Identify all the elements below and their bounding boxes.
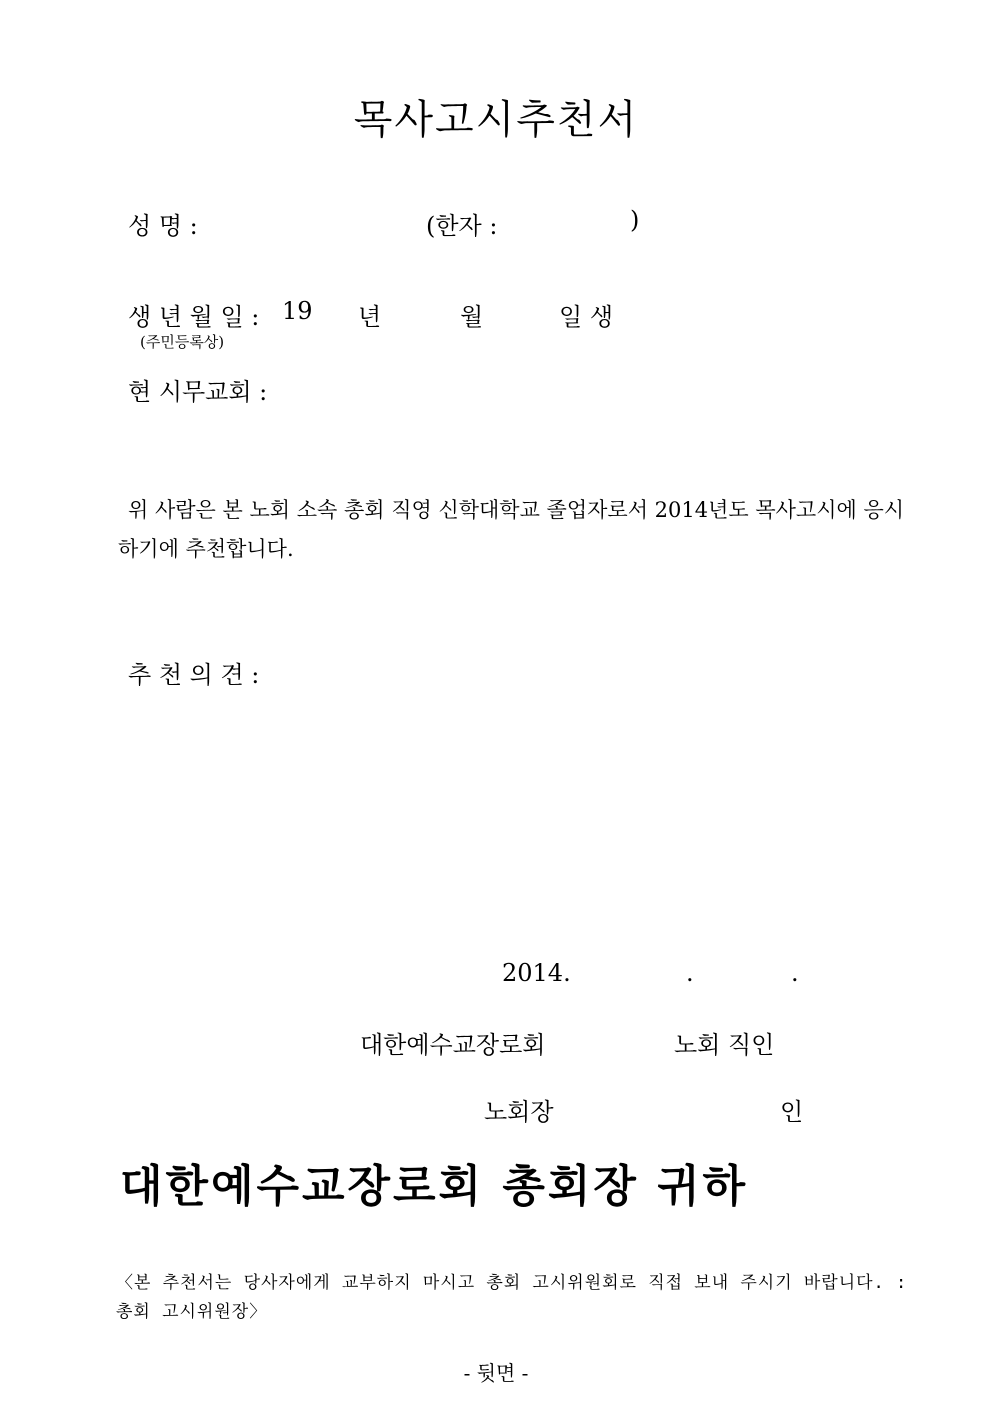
statement-line-1: 위 사람은 본 노회 소속 총회 직영 신학대학교 졸업자로서 2014년도 목사고시에 응시 — [128, 498, 905, 522]
note-line-2: 총회 고시위원장〉 — [116, 1302, 268, 1322]
birth-label: 생 년 월 일 : — [128, 303, 260, 331]
presbytery-seal-label: 노회 직인 — [674, 1031, 775, 1059]
document-title: 목사고시추천서 — [353, 97, 639, 143]
addressee: 대한예수교장로회 총회장 귀하 — [120, 1161, 749, 1212]
seal-label: 인 — [780, 1098, 804, 1126]
church-label: 현 시무교회 : — [128, 378, 268, 406]
hanja-close-label: ) — [630, 206, 640, 234]
moderator-label: 노회장 — [484, 1098, 554, 1126]
birth-month-unit: 월 — [460, 303, 484, 331]
hanja-open-label: (한자 : — [426, 212, 498, 240]
note-line-1: 〈본 추천서는 당사자에게 교부하지 마시고 총회 고시위원회로 직접 보내 주시기 바랍니다. : — [116, 1273, 908, 1293]
birth-sublabel: (주민등록상) — [140, 333, 225, 351]
signature-organization: 대한예수교장로회 — [360, 1031, 546, 1059]
date-separator-1: . — [686, 959, 694, 987]
birth-year-unit: 년 — [358, 303, 382, 331]
date-year: 2014. — [502, 959, 571, 987]
date-separator-2: . — [791, 959, 799, 987]
opinion-label: 추 천 의 견 : — [128, 661, 260, 689]
birth-year-prefix: 19 — [282, 297, 313, 325]
birth-day-unit: 일 생 — [559, 303, 613, 331]
page-footer: - 뒷면 - — [463, 1361, 529, 1385]
name-label: 성 명 : — [128, 212, 198, 240]
statement-line-2: 하기에 추천합니다. — [118, 537, 294, 561]
